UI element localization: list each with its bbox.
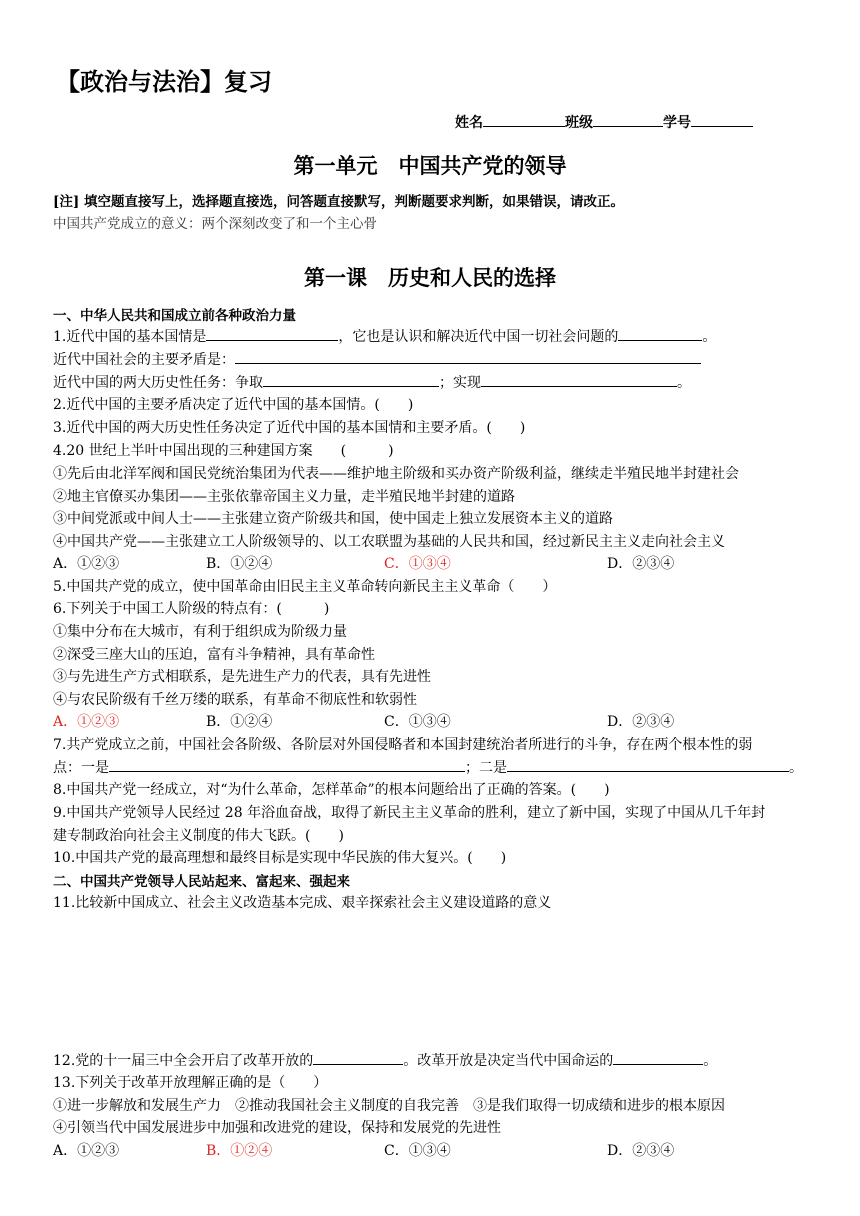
question-1c bbox=[53, 372, 691, 392]
fill-blank[interactable] bbox=[618, 326, 702, 341]
question-13: 13.下列关于改革开放理解正确的是（ ） bbox=[53, 1075, 328, 1091]
student-info-line bbox=[455, 112, 753, 132]
unit-title: 第一单元 中国共产党的领导 bbox=[293, 154, 567, 178]
class-label: 班级 bbox=[565, 115, 593, 131]
name-blank[interactable] bbox=[483, 112, 565, 127]
q12-text: 12.党的十一届三中全会开启了改革开放的 bbox=[53, 1053, 314, 1069]
q1c-text: 近代中国的两大历史性任务：争取 bbox=[53, 375, 263, 391]
q4-option-a[interactable]: A．①②③ bbox=[53, 556, 120, 572]
question-11: 11.比较新中国成立、社会主义改造基本完成、艰辛探索社会主义建设道路的意义 bbox=[53, 895, 552, 911]
fill-blank[interactable] bbox=[235, 349, 701, 364]
q12-text-mid: 。改革开放是决定当代中国命运的 bbox=[403, 1053, 614, 1069]
question-7b bbox=[53, 757, 803, 777]
q13-option-b-answer[interactable]: B．①②④ bbox=[206, 1143, 273, 1159]
q4-item: ①先后由北洋军阀和国民党统治集团为代表——维护地主阶级和买办资产阶级利益，继续走半殖民地半封建社会 bbox=[53, 466, 739, 482]
question-2: 2.近代中国的主要矛盾决定了近代中国的基本国情。( ) bbox=[53, 397, 414, 413]
q6-option-a-answer[interactable]: A．①②③ bbox=[53, 714, 120, 730]
q6-option-d[interactable]: D．②③④ bbox=[607, 714, 675, 730]
q7b-text-mid: ；二是 bbox=[465, 760, 507, 776]
number-blank[interactable] bbox=[691, 112, 753, 127]
class-blank[interactable] bbox=[593, 112, 663, 127]
name-label: 姓名 bbox=[455, 115, 483, 131]
question-5: 5.中国共产党的成立，使中国革命由旧民主主义革命转向新民主主义革命（ ） bbox=[53, 579, 557, 595]
q6-item: ③与先进生产方式相联系，是先进生产力的代表，具有先进性 bbox=[53, 669, 431, 685]
q4-option-b[interactable]: B．①②④ bbox=[206, 556, 273, 572]
fill-blank[interactable] bbox=[313, 1050, 403, 1065]
q1a-text: 1.近代中国的基本国情是 bbox=[53, 329, 207, 345]
q4-option-c-answer[interactable]: C．①③④ bbox=[384, 556, 451, 572]
q13-item: ④引领当代中国发展进步中加强和改进党的建设，保持和发展党的先进性 bbox=[53, 1120, 501, 1136]
q1c-text-mid: ；实现 bbox=[439, 375, 481, 391]
q7b-text-end: 。 bbox=[789, 760, 803, 776]
q4-item: ④中国共产党——主张建立工人阶级领导的、以工农联盟为基础的人民共和国，经过新民主主义走向社会主义 bbox=[53, 534, 725, 550]
question-3: 3.近代中国的两大历史性任务决定了近代中国的基本国情和主要矛盾。( ) bbox=[53, 420, 526, 436]
q13-option-c[interactable]: C．①③④ bbox=[384, 1143, 451, 1159]
instructions-note: [注] 填空题直接写上，选择题直接选，问答题直接默写，判断题要求判断，如果错误，请改正。 bbox=[53, 194, 624, 210]
q7b-text: 点：一是 bbox=[53, 760, 109, 776]
question-10: 10.中国共产党的最高理想和最终目标是实现中华民族的伟大复兴。( ) bbox=[53, 850, 507, 866]
question-8: 8.中国共产党一经成立，对“为什么革命，怎样革命”的根本问题给出了正确的答案。( ) bbox=[53, 782, 610, 798]
q6-option-b[interactable]: B．①②④ bbox=[206, 714, 273, 730]
q1c-text-end: 。 bbox=[677, 375, 691, 391]
q4-item: ③中间党派或中间人士——主张建立资产阶级共和国，使中国走上独立发展资本主义的道路 bbox=[53, 511, 613, 527]
question-7a: 7.共产党成立之前，中国社会各阶级、各阶层对外国侵略者和本国封建统治者所进行的斗争，存在两个根本性的弱 bbox=[53, 737, 753, 753]
question-1b bbox=[53, 349, 701, 369]
fill-blank[interactable] bbox=[109, 757, 465, 772]
q1b-text: 近代中国社会的主要矛盾是： bbox=[53, 352, 235, 368]
fill-blank[interactable] bbox=[263, 372, 439, 387]
meaning-line: 中国共产党成立的意义：两个深刻改变了和一个主心骨 bbox=[53, 216, 377, 232]
q6-item: ④与农民阶级有千丝万缕的联系，有革命不彻底性和软弱性 bbox=[53, 692, 417, 708]
q1a-text-mid: ，它也是认识和解决近代中国一切社会问题的 bbox=[338, 329, 619, 345]
question-12 bbox=[53, 1050, 717, 1070]
fill-blank[interactable] bbox=[507, 757, 789, 772]
lesson-title: 第一课 历史和人民的选择 bbox=[304, 266, 556, 290]
q6-option-c[interactable]: C．①③④ bbox=[384, 714, 451, 730]
q1a-text-end: 。 bbox=[702, 329, 717, 345]
question-4: 4.20 世纪上半叶中国出现的三种建国方案 ( ) bbox=[53, 443, 394, 459]
question-9a: 9.中国共产党领导人民经过 28 年浴血奋战，取得了新民主主义革命的胜利，建立了新中国，实现了中国从几千年封 bbox=[53, 805, 766, 821]
question-9b: 建专制政治向社会主义制度的伟大飞跃。( ) bbox=[53, 828, 344, 844]
q6-item: ②深受三座大山的压迫，富有斗争精神，具有革命性 bbox=[53, 647, 375, 663]
fill-blank[interactable] bbox=[481, 372, 677, 387]
q6-item: ①集中分布在大城市，有利于组织成为阶级力量 bbox=[53, 624, 347, 640]
q13-option-d[interactable]: D．②③④ bbox=[607, 1143, 675, 1159]
fill-blank[interactable] bbox=[206, 326, 338, 341]
number-label: 学号 bbox=[663, 115, 691, 131]
q4-item: ②地主官僚买办集团——主张依靠帝国主义力量，走半殖民地半封建的道路 bbox=[53, 489, 515, 505]
section-heading-2: 二、中国共产党领导人民站起来、富起来、强起来 bbox=[53, 874, 350, 890]
q13-option-a[interactable]: A．①②③ bbox=[53, 1143, 120, 1159]
section-heading-1: 一、中华人民共和国成立前各种政治力量 bbox=[53, 308, 296, 324]
question-1a bbox=[53, 326, 716, 346]
fill-blank[interactable] bbox=[613, 1050, 703, 1065]
question-6: 6.下列关于中国工人阶级的特点有：( ) bbox=[53, 601, 330, 617]
q4-option-d[interactable]: D．②③④ bbox=[607, 556, 675, 572]
page-title: 【政治与法治】复习 bbox=[56, 68, 272, 96]
q12-text-end: 。 bbox=[703, 1053, 718, 1069]
q13-item: ①进一步解放和发展生产力 ②推动我国社会主义制度的自我完善 ③是我们取得一切成绩和进步的根本原因 bbox=[53, 1098, 725, 1114]
